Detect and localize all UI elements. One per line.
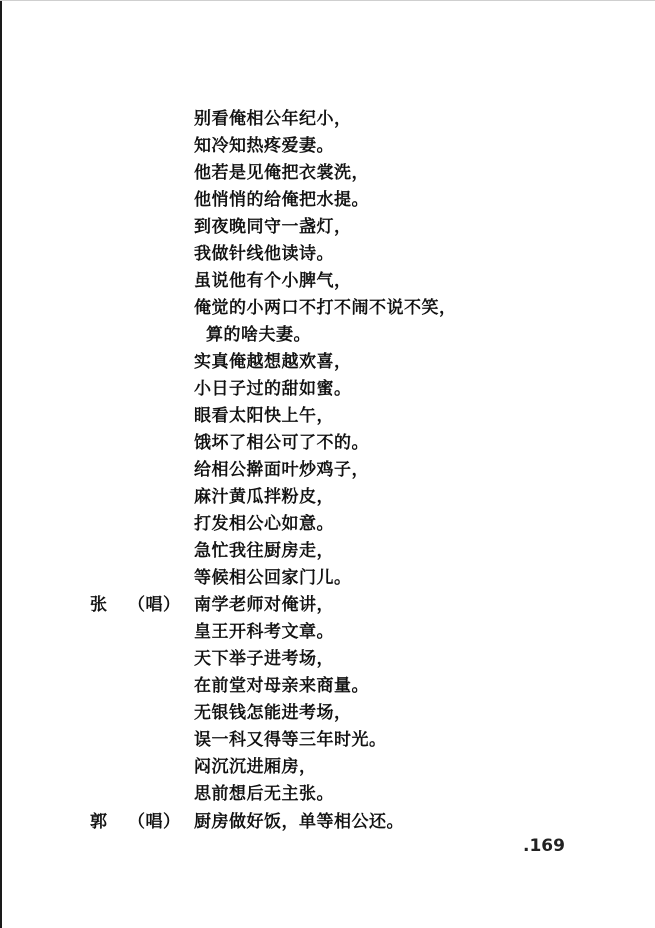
stage-direction: （唱） — [128, 812, 181, 832]
line-text: 打发相公心如意。 — [194, 514, 334, 534]
line-text: 给相公擀面叶炒鸡子， — [194, 460, 369, 480]
page-number — [523, 836, 565, 856]
line-text: 俺觉的小两口不打不闹不说不笑， — [194, 298, 457, 318]
line-text: 虽说他有个小脾气， — [194, 271, 352, 291]
page-number-value: 169 — [529, 836, 565, 856]
text-line — [0, 349, 655, 376]
text-line — [0, 646, 655, 673]
text-line — [0, 592, 655, 619]
text-line — [0, 214, 655, 241]
text-line — [0, 430, 655, 457]
page-number-dot: . — [523, 836, 530, 856]
line-text: 厨房做好饭，单等相公还。 — [194, 812, 404, 832]
text-line — [0, 673, 655, 700]
line-text: 等候相公回家门儿。 — [194, 568, 352, 588]
text-line — [0, 754, 655, 781]
text-line — [0, 376, 655, 403]
text-line — [0, 133, 655, 160]
line-text: 无银钱怎能进考场， — [194, 703, 352, 723]
line-text: 误一科又得等三年时光。 — [194, 730, 387, 750]
text-line — [0, 484, 655, 511]
line-text: 我做针线他读诗。 — [194, 244, 334, 264]
line-text: 饿坏了相公可了不的。 — [194, 433, 369, 453]
text-line — [0, 295, 655, 322]
text-line — [0, 241, 655, 268]
text-line — [0, 160, 655, 187]
line-text: 皇王开科考文章。 — [194, 622, 334, 642]
line-text: 他若是见俺把衣裳洗， — [194, 163, 369, 183]
text-line — [0, 106, 655, 133]
line-text: 麻汁黄瓜拌粉皮， — [194, 487, 334, 507]
line-text: 在前堂对母亲来商量。 — [194, 676, 369, 696]
line-text: 他悄悄的给俺把水提。 — [194, 190, 369, 210]
text-line — [0, 187, 655, 214]
line-text: 到夜晚同守一盏灯， — [194, 217, 352, 237]
text-line — [0, 538, 655, 565]
line-text: 知冷知热疼爱妻。 — [194, 136, 334, 156]
text-line — [0, 781, 655, 808]
line-text: 急忙我往厨房走， — [194, 541, 334, 561]
text-line — [0, 511, 655, 538]
line-text: 南学老师对俺讲， — [194, 595, 334, 615]
speaker-name: 郭 — [90, 812, 108, 832]
text-line — [0, 322, 655, 349]
stage-direction: （唱） — [128, 595, 181, 615]
text-line — [0, 268, 655, 295]
line-text-indented: 算的啥夫妻。 — [206, 325, 311, 345]
line-text: 小日子过的甜如蜜。 — [194, 379, 352, 399]
text-line — [0, 565, 655, 592]
line-text: 眼看太阳快上午， — [194, 406, 334, 426]
text-line — [0, 403, 655, 430]
line-text: 闷沉沉进厢房， — [194, 757, 317, 777]
line-text: 思前想后无主张。 — [194, 784, 334, 804]
text-line — [0, 457, 655, 484]
line-text: 别看俺相公年纪小， — [194, 109, 352, 129]
speaker-name: 张 — [90, 595, 108, 615]
text-line — [0, 619, 655, 646]
text-line — [0, 700, 655, 727]
text-line — [0, 727, 655, 754]
text-line — [0, 809, 655, 836]
line-text: 天下举子进考场， — [194, 649, 334, 669]
line-text: 实真俺越想越欢喜， — [194, 352, 352, 372]
